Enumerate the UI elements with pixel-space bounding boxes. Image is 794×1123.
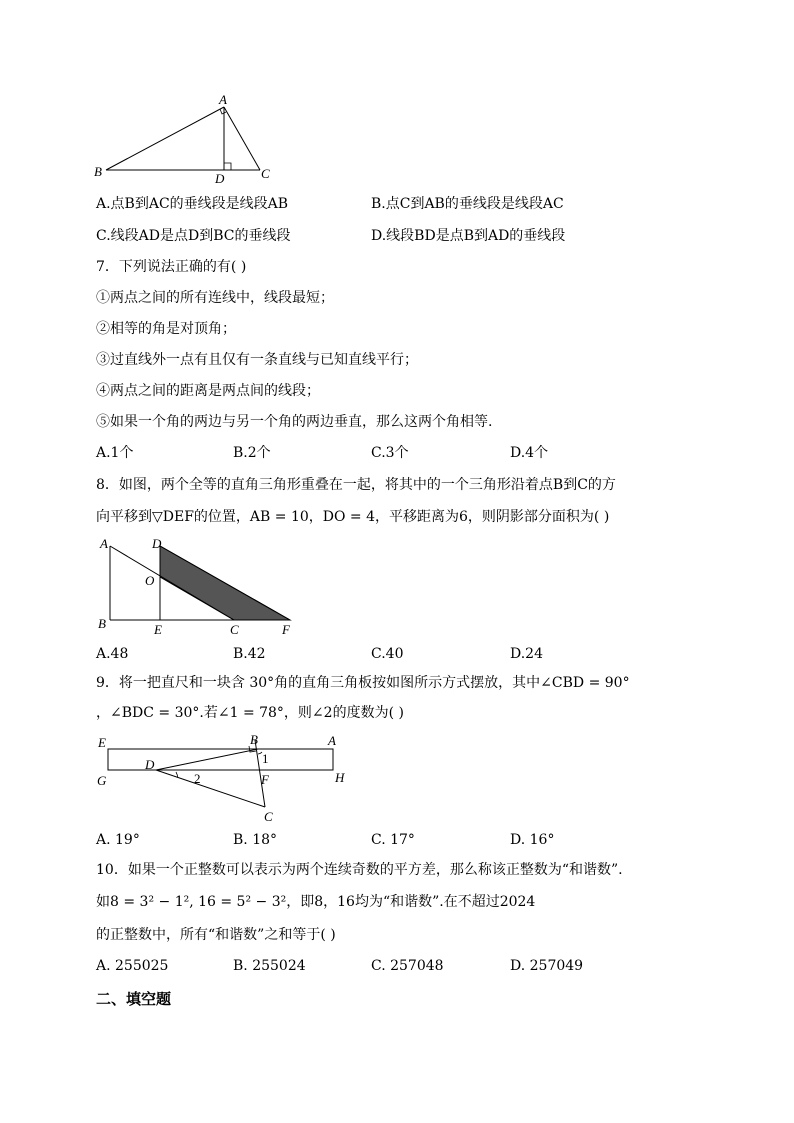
q9-label-e: E [98,735,106,750]
q8-option-c[interactable]: C.40 [371,646,404,662]
q10-stem-line1: 10．如果一个正整数可以表示为两个连续奇数的平方差，那么称该正整数为“和谐数”. [96,862,623,878]
q9-label-g: G [97,773,107,788]
q9-ruler [108,749,333,770]
q6-figure [90,92,280,184]
q8-label-e: E [154,622,162,637]
q9-label-a: A [328,733,336,748]
q6-segment-ba [106,107,224,170]
q9-segment-dc [156,770,265,807]
q9-option-a[interactable]: A. 19° [96,832,140,848]
q6-option-b[interactable]: B.点C到AB的垂线段是线段AC [371,196,564,212]
q6-label-c: C [261,166,270,181]
q8-label-c: C [230,622,239,637]
q10-stem-line2: 如8 = 3² − 1², 16 = 5² − 3²，即8，16均为“和谐数”.在不超过2024 [96,894,536,910]
q9-label-angle-1: 1 [262,751,269,766]
q10-stem-line3: 的正整数中，所有“和谐数”之和等于( ) [96,927,336,943]
q9-option-c[interactable]: C. 17° [371,832,415,848]
q7-option-d[interactable]: D.4个 [510,445,549,461]
q10-option-d[interactable]: D. 257049 [510,958,584,974]
q9-label-f: F [261,772,269,787]
q7-statement-5: ⑤如果一个角的两边与另一个角的两边垂直，那么这两个角相等. [96,414,493,430]
q9-option-d[interactable]: D. 16° [510,832,555,848]
q6-label-b: B [94,164,102,179]
q8-label-d: D [152,536,162,551]
q9-label-h: H [335,770,345,785]
q7-statement-1: ①两点之间的所有连线中，线段最短； [96,290,334,306]
q9-option-b[interactable]: B. 18° [233,832,278,848]
q6-segment-ac [224,107,260,170]
section-heading: 二、填空题 [96,990,172,1008]
q9-label-c: C [264,809,273,824]
q6-label-a: A [219,92,227,107]
q6-label-d: D [215,171,225,184]
q6-option-a[interactable]: A.点B到AC的垂线段是线段AB [96,196,289,212]
q8-label-a: A [100,536,108,551]
q7-stem: 7．下列说法正确的有( ) [96,259,247,275]
q10-option-a[interactable]: A. 255025 [96,958,169,974]
q9-label-angle-2: 2 [194,771,201,786]
q9-segment-db [156,749,258,770]
q8-option-b[interactable]: B.42 [233,646,266,662]
q8-label-b: B [98,616,106,631]
q8-option-a[interactable]: A.48 [96,646,129,662]
q8-label-f: F [282,622,290,637]
q9-stem-line2: ，∠BDC = 30°.若∠1 = 78°，则∠2的度数为( ) [96,705,404,721]
q9-stem-line1: 9．将一把直尺和一块含 30°角的直角三角板按如图所示方式摆放，其中∠CBD = 90° [96,675,630,691]
q7-option-a[interactable]: A.1个 [96,445,134,461]
q8-option-d[interactable]: D.24 [510,646,543,662]
q9-figure [92,730,362,824]
q7-statement-4: ④两点之间的距离是两点间的线段； [96,383,320,399]
q9-label-d: D [145,757,155,772]
q6-option-d[interactable]: D.线段BD是点B到AD的垂线段 [371,228,566,244]
q9-label-b: B [250,732,258,747]
q6-option-c[interactable]: C.线段AD是点D到BC的垂线段 [96,228,291,244]
q7-statement-3: ③过直线外一点有且仅有一条直线与已知直线平行； [96,352,418,368]
q8-figure [94,534,304,642]
q10-option-b[interactable]: B. 255024 [233,958,306,974]
q7-statement-2: ②相等的角是对顶角； [96,321,236,337]
q6-right-angle-d [224,163,231,170]
q7-option-c[interactable]: C.3个 [371,445,409,461]
q8-label-o: O [145,573,155,588]
q10-option-c[interactable]: C. 257048 [371,958,444,974]
q7-option-b[interactable]: B.2个 [233,445,271,461]
q8-stem-line2: 向平移到▽DEF的位置，AB = 10，DO = 4，平移距离为6，则阴影部分面积为( ) [96,509,610,525]
q8-stem-line1: 8．如图，两个全等的直角三角形重叠在一起，将其中的一个三角形沿着点B到C的方 [96,477,616,493]
